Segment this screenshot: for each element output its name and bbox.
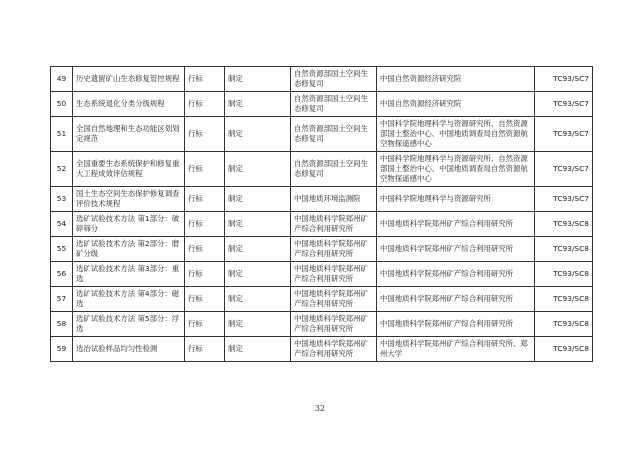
- technical-committee-cell: TC93/SC7: [535, 117, 593, 152]
- table-row: [51, 187, 593, 212]
- drafting-organization-cell: 中国自然资源经济研究院: [377, 67, 535, 92]
- technical-committee-cell: TC93/SC8: [535, 312, 593, 337]
- standard-type-cell: 行标: [185, 212, 225, 237]
- drafting-organization-cell: 中国科学院地理科学与资源研究所: [377, 187, 535, 212]
- revision-kind-cell: 制定: [225, 337, 291, 362]
- table-row: [51, 237, 593, 262]
- revision-kind-cell: 制定: [225, 152, 291, 187]
- standard-name-cell: 历史遗留矿山生态修复管控规程: [73, 67, 185, 92]
- competent-department-cell: 中国地质科学院郑州矿产综合利用研究所: [291, 262, 377, 287]
- row-number-cell: 50: [51, 92, 73, 117]
- table-row: [51, 287, 593, 312]
- drafting-organization-cell: 中国地质科学院郑州矿产综合利用研究所: [377, 287, 535, 312]
- technical-committee-cell: TC93/SC8: [535, 212, 593, 237]
- standard-type-cell: 行标: [185, 92, 225, 117]
- drafting-organization-cell: 中国地质科学院郑州矿产综合利用研究所: [377, 237, 535, 262]
- drafting-organization-cell: 中国地质科学院郑州矿产综合利用研究所: [377, 212, 535, 237]
- table-row: [51, 312, 593, 337]
- row-number-cell: 59: [51, 337, 73, 362]
- row-number-cell: 52: [51, 152, 73, 187]
- standard-type-cell: 行标: [185, 187, 225, 212]
- standard-name-cell: 选矿试验技术方法 第2部分：磨矿分级: [73, 237, 185, 262]
- row-number-cell: 58: [51, 312, 73, 337]
- revision-kind-cell: 制定: [225, 237, 291, 262]
- row-number-cell: 51: [51, 117, 73, 152]
- competent-department-cell: 中国地质科学院郑州矿产综合利用研究所: [291, 337, 377, 362]
- table-row: [51, 337, 593, 362]
- table-row: [51, 92, 593, 117]
- drafting-organization-cell: 中国科学院地理科学与资源研究所、自然资源部国土整治中心、中国地质调查局自然资源航空物探遥感中心: [377, 117, 535, 152]
- revision-kind-cell: 制定: [225, 287, 291, 312]
- standard-name-cell: 选矿试验技术方法 第1部分：破碎筛分: [73, 212, 185, 237]
- table-row: [51, 67, 593, 92]
- technical-committee-cell: TC93/SC7: [535, 67, 593, 92]
- competent-department-cell: 自然资源部国土空间生态修复司: [291, 92, 377, 117]
- page-number: 32: [314, 404, 326, 413]
- competent-department-cell: 中国地质科学院郑州矿产综合利用研究所: [291, 312, 377, 337]
- standard-type-cell: 行标: [185, 262, 225, 287]
- table-row: [51, 212, 593, 237]
- competent-department-cell: 中国地质科学院郑州矿产综合利用研究所: [291, 212, 377, 237]
- revision-kind-cell: 制定: [225, 92, 291, 117]
- competent-department-cell: 自然资源部国土空间生态修复司: [291, 152, 377, 187]
- standard-name-cell: 国土生态空间生态保护修复调查评价技术规程: [73, 187, 185, 212]
- competent-department-cell: 中国地质科学院郑州矿产综合利用研究所: [291, 237, 377, 262]
- revision-kind-cell: 制定: [225, 117, 291, 152]
- standard-name-cell: 选矿试验技术方法 第3部分：重选: [73, 262, 185, 287]
- technical-committee-cell: TC93/SC8: [535, 237, 593, 262]
- competent-department-cell: 自然资源部国土空间生态修复司: [291, 67, 377, 92]
- revision-kind-cell: 制定: [225, 187, 291, 212]
- table-row: [51, 152, 593, 187]
- standards-table: [50, 66, 593, 362]
- standard-type-cell: 行标: [185, 152, 225, 187]
- table-row: [51, 262, 593, 287]
- row-number-cell: 55: [51, 237, 73, 262]
- standard-type-cell: 行标: [185, 67, 225, 92]
- standard-name-cell: 选冶试验样品均匀性检测: [73, 337, 185, 362]
- technical-committee-cell: TC93/SC8: [535, 262, 593, 287]
- table-body: [51, 67, 593, 362]
- row-number-cell: 56: [51, 262, 73, 287]
- drafting-organization-cell: 中国地质科学院郑州矿产综合利用研究所、郑州大学: [377, 337, 535, 362]
- technical-committee-cell: TC93/SC7: [535, 187, 593, 212]
- standard-name-cell: 选矿试验技术方法 第5部分：浮选: [73, 312, 185, 337]
- drafting-organization-cell: 中国科学院地理科学与资源研究所、自然资源部国土整治中心、中国地质调查局自然资源航空物探遥感中心: [377, 152, 535, 187]
- competent-department-cell: 自然资源部国土空间生态修复司: [291, 117, 377, 152]
- revision-kind-cell: 制定: [225, 312, 291, 337]
- row-number-cell: 57: [51, 287, 73, 312]
- revision-kind-cell: 制定: [225, 67, 291, 92]
- standard-name-cell: 全国自然地理和生态功能区划划定规范: [73, 117, 185, 152]
- competent-department-cell: 中国地质环境监测院: [291, 187, 377, 212]
- technical-committee-cell: TC93/SC7: [535, 92, 593, 117]
- standard-type-cell: 行标: [185, 337, 225, 362]
- technical-committee-cell: TC93/SC7: [535, 152, 593, 187]
- revision-kind-cell: 制定: [225, 262, 291, 287]
- standard-type-cell: 行标: [185, 312, 225, 337]
- standard-name-cell: 全国重要生态系统保护和修复重大工程成效评估规程: [73, 152, 185, 187]
- drafting-organization-cell: 中国地质科学院郑州矿产综合利用研究所: [377, 262, 535, 287]
- table-row: [51, 117, 593, 152]
- technical-committee-cell: TC93/SC8: [535, 287, 593, 312]
- standard-name-cell: 生态系统退化分类分级规程: [73, 92, 185, 117]
- drafting-organization-cell: 中国自然资源经济研究院: [377, 92, 535, 117]
- standard-name-cell: 选矿试验技术方法 第4部分：磁选: [73, 287, 185, 312]
- standard-type-cell: 行标: [185, 117, 225, 152]
- standard-type-cell: 行标: [185, 287, 225, 312]
- row-number-cell: 53: [51, 187, 73, 212]
- drafting-organization-cell: 中国地质科学院郑州矿产综合利用研究所: [377, 312, 535, 337]
- row-number-cell: 49: [51, 67, 73, 92]
- technical-committee-cell: TC93/SC8: [535, 337, 593, 362]
- competent-department-cell: 中国地质科学院郑州矿产综合利用研究所: [291, 287, 377, 312]
- standard-type-cell: 行标: [185, 237, 225, 262]
- revision-kind-cell: 制定: [225, 212, 291, 237]
- row-number-cell: 54: [51, 212, 73, 237]
